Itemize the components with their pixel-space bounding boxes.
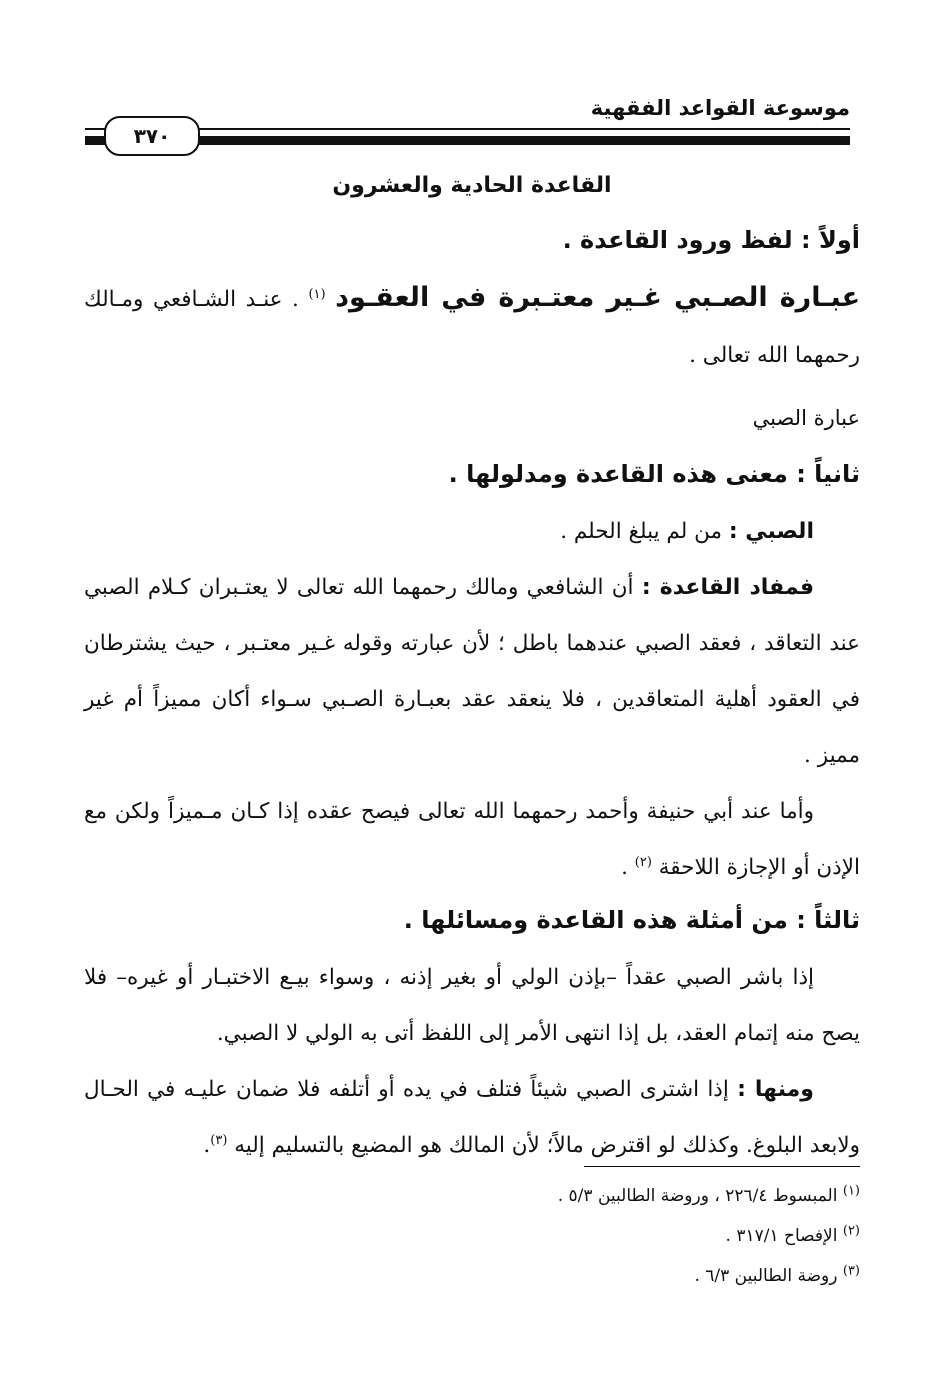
example-2-paragraph [84, 1062, 860, 1174]
footnote-1-number: (١) [842, 1183, 860, 1199]
definition-paragraph [84, 504, 860, 560]
example-2-label: ومنها : [737, 1077, 814, 1102]
footnote-2-number: (٢) [842, 1223, 860, 1239]
meaning-text: أن الشافعي ومالك رحمهما الله تعالى لا يعتـبران كـلام الصبي عند التعاقد ، فعقد الصبي عندهما باطل ؛ لأن عبارته وقوله غـير معتـبر ، حيث يشترطان في العقود أهلية المتعاقدين ، فلا ينعقد عقد بعبـارة الصـبي سـواء أكان مميزاً أم غير مميز . [84, 575, 860, 768]
example-2-end: . [203, 1133, 211, 1158]
footnote-1 [84, 1176, 860, 1216]
footnote-1-text: المبسوط ٢٢٦/٤ ، وروضة الطالبين ٥/٣ . [557, 1186, 838, 1206]
footnote-ref-3: (٣) [210, 1132, 228, 1148]
meaning-paragraph [84, 560, 860, 784]
example-2-text: إذا اشترى الصبي شيئاً فتلف في يده أو أتلفه فلا ضمان عليـه في الحـال ولابعد البلوغ. وكذلك لو اقترض مالاً؛ لأن المالك هو المضيع بالتسليم إليه [84, 1077, 860, 1158]
footnote-ref-2: (٢) [634, 854, 652, 870]
rule-text: عبـارة الصـبي غـير معتـبرة في العقـود [335, 282, 861, 313]
section-2-heading: ثانياً : معنى هذه القاعدة ومدلولها . [448, 460, 860, 488]
page-body [84, 168, 860, 1174]
section-3-heading: ثالثاً : من أمثلة هذه القاعدة ومسائلها . [403, 906, 860, 934]
footnote-2-text: الإفصاح ٣١٧/١ . [725, 1226, 838, 1246]
page-number [104, 116, 200, 156]
footnote-3-text: روضة الطالبين ٦/٣ . [694, 1266, 838, 1286]
hanafi-paragraph [84, 784, 860, 896]
hanafi-text: وأما عند أبي حنيفة وأحمد رحمهما الله تعالى فيصح عقده إذا كـان مـميزاً ولكن مع الإذن أو الإجازة اللاحقة [84, 799, 860, 880]
footnote-3-number: (٣) [842, 1263, 860, 1279]
rule-statement [84, 270, 860, 384]
hanafi-end: . [621, 855, 628, 880]
definition-text: من لم يبلغ الحلم . [560, 519, 722, 544]
footnote-3 [84, 1256, 860, 1296]
running-title: موسوعة القواعد الفقهية [590, 96, 850, 120]
footnote-2 [84, 1216, 860, 1256]
footnote-ref-1: (١) [308, 286, 326, 302]
page-number-text: ٣٧٠ [133, 124, 171, 148]
side-label: عبارة الصبي [752, 406, 860, 430]
definition-label: الصبي : [728, 519, 814, 544]
example-1-paragraph: إذا باشر الصبي عقداً –بإذن الولي أو بغير إذنه ، وسواء بيـع الاختبـار أو غيره– فلا يصح منه إتمام العقد، بل إذا انتهى الأمر إلى اللفظ أتى به الولي لا الصبي. [84, 965, 860, 1046]
footnote-separator [584, 1166, 860, 1167]
rule-title: القاعدة الحادية والعشرون [332, 173, 612, 198]
rule-attribution: . عنـد الشـافعي ومـالك رحمهما الله تعالى . [84, 287, 860, 368]
section-1-heading: أولاً : لفظ ورود القاعدة . [562, 226, 860, 254]
meaning-label: فمفاد القاعدة : [641, 575, 814, 600]
footnotes [84, 1176, 860, 1296]
